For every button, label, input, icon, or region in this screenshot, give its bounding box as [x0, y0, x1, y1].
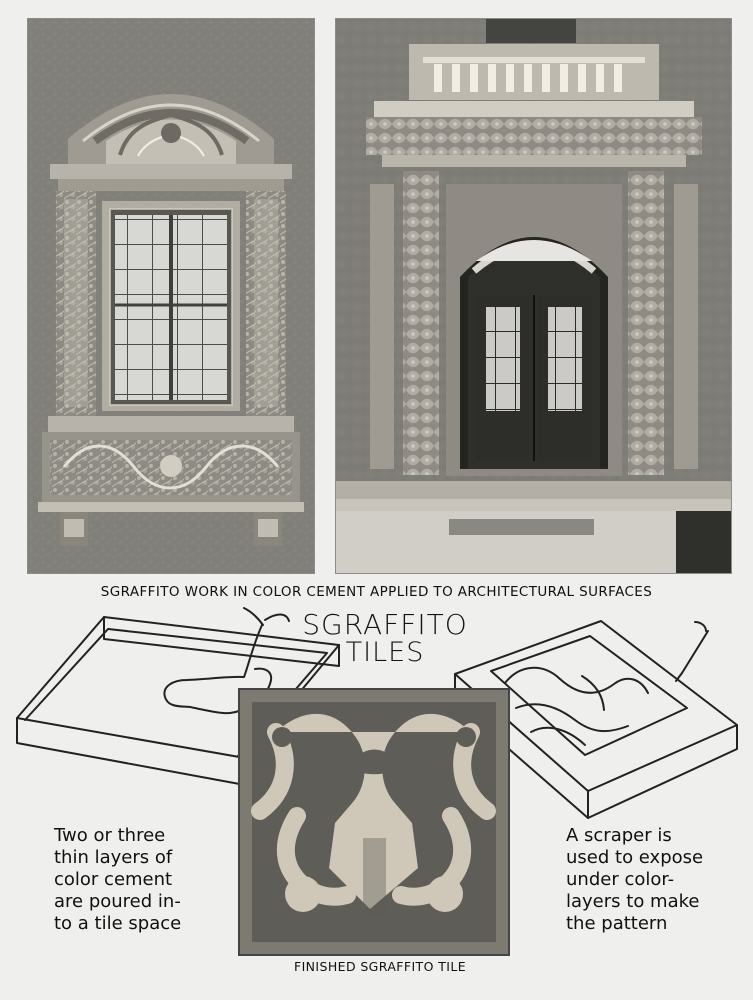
left-process-note: Two or three thin layers of color cement are poured in- to a tile space — [54, 825, 182, 934]
right-process-note: A scraper is used to expose under color- layers to make the pattern — [566, 825, 704, 934]
sgraffito-title — [285, 608, 485, 680]
finished-sgraffito-tile-photo — [238, 688, 510, 956]
bottom-caption: FINISHED SGRAFFITO TILE — [294, 959, 466, 974]
sgraffito-tile-illustration — [240, 690, 508, 954]
entrance-facade-illustration — [336, 19, 731, 573]
sgraffito-title-line-1: SGRAFFITO — [302, 608, 468, 641]
scraper-tool-sketch — [676, 622, 708, 681]
sgraffito-title-line-2: TILES — [345, 636, 425, 668]
window-facade-illustration — [28, 19, 314, 573]
entrance-sgraffito-photo — [335, 18, 732, 574]
top-caption: SGRAFFITO WORK IN COLOR CEMENT APPLIED TO ARCHITECTURAL SURFACES — [100, 584, 653, 600]
window-sgraffito-photo — [27, 18, 315, 574]
